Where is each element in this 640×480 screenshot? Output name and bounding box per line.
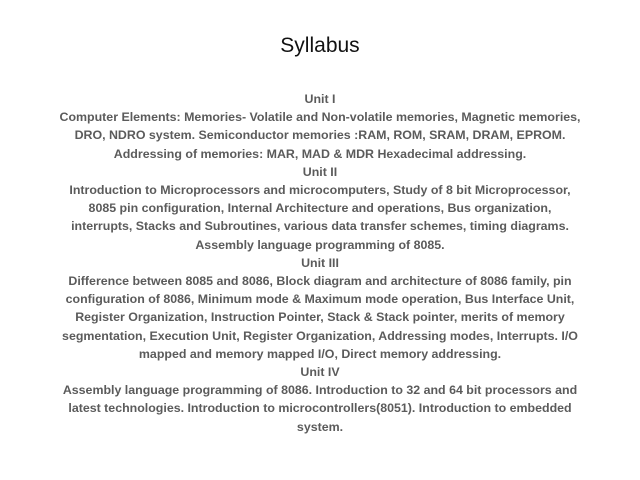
unit-section	[58, 90, 582, 163]
unit-heading: Unit IV	[300, 365, 340, 380]
unit-description: Computer Elements: Memories- Volatile and Non-volatile memories, Magnetic memories, DRO, NDRO system. Semiconductor memories :RAM, ROM, SRAM, DRAM, EPROM. Addressing of memories: MAR, MAD & MDR Hexadecimal addressing.	[59, 110, 581, 161]
unit-heading: Unit II	[302, 164, 338, 179]
unit-description: Introduction to Microprocessors and microcomputers, Study of 8 bit Microprocessor, 8085 pin configuration, Internal Architecture and operations, Bus organization, interrupts, Stacks and Subroutines, various data transfer schemes, timing diagrams. Assembly language programming of 8085.	[69, 183, 571, 252]
unit-section	[58, 254, 582, 363]
unit-description: Difference between 8085 and 8086, Block diagram and architecture of 8086 family, pin configuration of 8086, Minimum mode & Maximum mode operation, Bus Interface Unit, Register Organization, Instruction Pointer, Stack & Stack pointer, merits of memory segmentation, Execution Unit, Register Organization, Addressing modes, Interrupts. I/O mapped and memory mapped I/O, Direct memory addressing.	[62, 274, 578, 361]
unit-heading: Unit I	[304, 92, 336, 106]
unit-heading: Unit III	[301, 255, 339, 270]
page-title: Syllabus	[280, 34, 360, 57]
unit-section	[58, 363, 582, 436]
syllabus-content	[58, 90, 582, 436]
unit-section	[58, 163, 582, 254]
unit-description: Assembly language programming of 8086. Introduction to 32 and 64 bit processors and latest technologies. Introduction to microcontrollers(8051). Introduction to embedded system.	[62, 383, 578, 434]
